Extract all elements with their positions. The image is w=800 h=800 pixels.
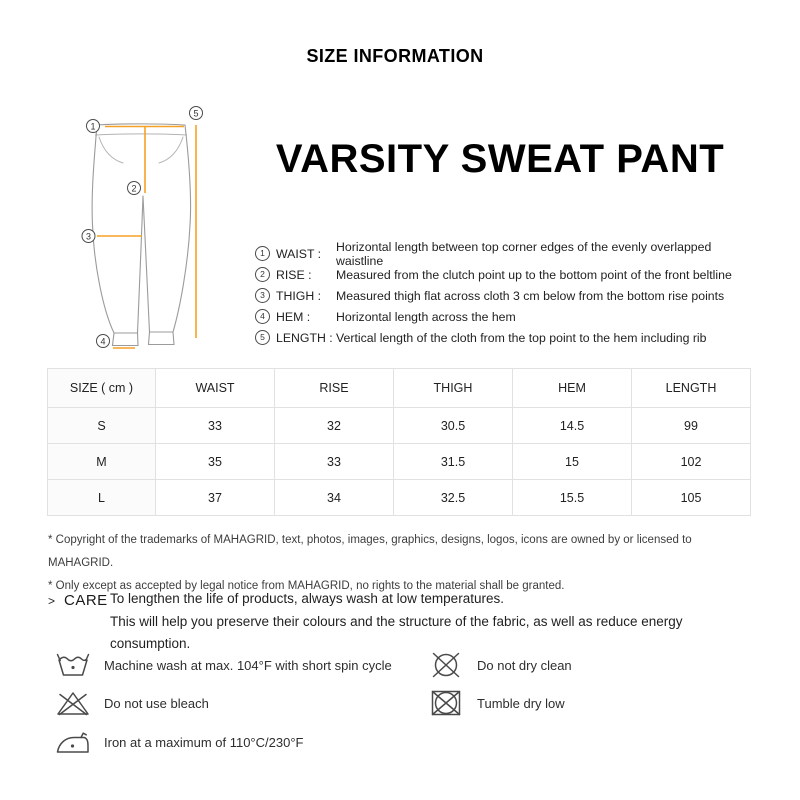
- callout-1: 1: [90, 121, 96, 132]
- left-pocket: [99, 137, 123, 163]
- cell-value: 32: [275, 408, 394, 444]
- care-item-do-not-dry-clean: [428, 649, 572, 681]
- care-item-text: Machine wash at max. 104°F with short spin cycle: [104, 657, 392, 673]
- circled-number: 3: [255, 288, 270, 303]
- callout-3: 3: [85, 231, 92, 242]
- circled-number: 5: [255, 330, 270, 345]
- care-heading: [48, 592, 108, 609]
- cell-value: 102: [632, 444, 751, 480]
- cell-value: 32.5: [394, 480, 513, 516]
- care-item-tumble-dry: [428, 687, 565, 719]
- col-header-hem: HEM: [513, 369, 632, 408]
- measurement-def-waist: [255, 239, 760, 268]
- circled-number: 2: [255, 267, 270, 282]
- care-item-text: Iron at a maximum of 110°C/230°F: [104, 734, 304, 750]
- circled-number: 1: [255, 246, 270, 261]
- care-item-machine-wash: [55, 649, 392, 681]
- iron-icon: [55, 727, 91, 757]
- col-header-size: SIZE ( cm ): [48, 369, 156, 408]
- measurement-def-thigh: [255, 285, 760, 306]
- table-row-l: [48, 480, 751, 516]
- size-table: [47, 368, 751, 516]
- page-title: SIZE INFORMATION: [306, 46, 484, 66]
- callout-5: 5: [193, 108, 199, 119]
- care-item-do-not-bleach: [55, 687, 209, 719]
- size-label: M: [48, 444, 156, 480]
- col-header-thigh: THIGH: [394, 369, 513, 408]
- cell-value: 33: [156, 408, 275, 444]
- pants-outline: [92, 124, 191, 346]
- table-row-s: [48, 408, 751, 444]
- tumble-dry-icon: [428, 688, 464, 718]
- measurement-description: Vertical length of the cloth from the top point to the hem including rib: [336, 330, 707, 345]
- chevron-right-icon: >: [48, 594, 56, 608]
- cell-value: 33: [275, 444, 394, 480]
- callout-2: 2: [131, 183, 137, 194]
- cell-value: 14.5: [513, 408, 632, 444]
- cell-value: 105: [632, 480, 751, 516]
- measurement-name: WAIST :: [276, 246, 322, 261]
- measurement-def-hem: [255, 306, 760, 327]
- care-description-line: This will help you preserve their colours and the structure of the fabric, as well as reduce energy consumption.: [110, 613, 683, 651]
- circled-number: 4: [255, 309, 270, 324]
- measurement-description: Measured thigh flat across cloth 3 cm below from the bottom rise points: [336, 288, 725, 303]
- measurement-name: HEM :: [276, 309, 311, 324]
- product-title: VARSITY SWEAT PANT: [275, 137, 725, 181]
- table-row-m: [48, 444, 751, 480]
- care-description: [110, 588, 755, 656]
- cell-value: 99: [632, 408, 751, 444]
- measurement-name: THIGH :: [276, 288, 322, 303]
- cell-value: 15: [513, 444, 632, 480]
- measurement-description: Measured from the clutch point up to the bottom point of the front beltline: [336, 267, 732, 282]
- do-not-dry-clean-icon: [428, 650, 464, 680]
- measurement-name: RISE :: [276, 267, 312, 282]
- cell-value: 34: [275, 480, 394, 516]
- size-table-header-row: [48, 369, 751, 408]
- col-header-length: LENGTH: [632, 369, 751, 408]
- measurement-description: Horizontal length between top corner edges of the evenly overlapped waistline: [336, 239, 712, 268]
- care-item-text: Do not use bleach: [104, 695, 209, 711]
- measurement-def-rise: [255, 264, 760, 285]
- col-header-rise: RISE: [275, 369, 394, 408]
- cell-value: 35: [156, 444, 275, 480]
- care-item-iron: [55, 726, 303, 758]
- measurement-def-length: [255, 327, 760, 348]
- machine-wash-icon: [55, 650, 91, 680]
- cell-value: 30.5: [394, 408, 513, 444]
- pants-measurement-diagram: [60, 100, 240, 360]
- measurement-definitions: [255, 239, 760, 348]
- right-pocket: [159, 137, 183, 163]
- size-label: L: [48, 480, 156, 516]
- copyright-note: * Copyright of the trademarks of MAHAGRID, text, photos, images, graphics, designs, logos, icons are owned by or licensed to MAHAGRID.: [48, 534, 692, 569]
- care-label: CARE: [64, 592, 108, 609]
- cell-value: 15.5: [513, 480, 632, 516]
- do-not-bleach-icon: [55, 688, 91, 718]
- care-item-text: Do not dry clean: [477, 657, 572, 673]
- cell-value: 31.5: [394, 444, 513, 480]
- callout-4: 4: [100, 336, 106, 347]
- cell-value: 37: [156, 480, 275, 516]
- col-header-waist: WAIST: [156, 369, 275, 408]
- care-description-line: To lengthen the life of products, always wash at low temperatures.: [110, 591, 504, 606]
- rights-note: * Only except as accepted by legal notice from MAHAGRID, no rights to the material shall be granted.: [48, 580, 565, 592]
- size-label: S: [48, 408, 156, 444]
- measurement-description: Horizontal length across the hem: [336, 309, 516, 324]
- measurement-name: LENGTH :: [276, 330, 333, 345]
- care-item-text: Tumble dry low: [477, 695, 565, 711]
